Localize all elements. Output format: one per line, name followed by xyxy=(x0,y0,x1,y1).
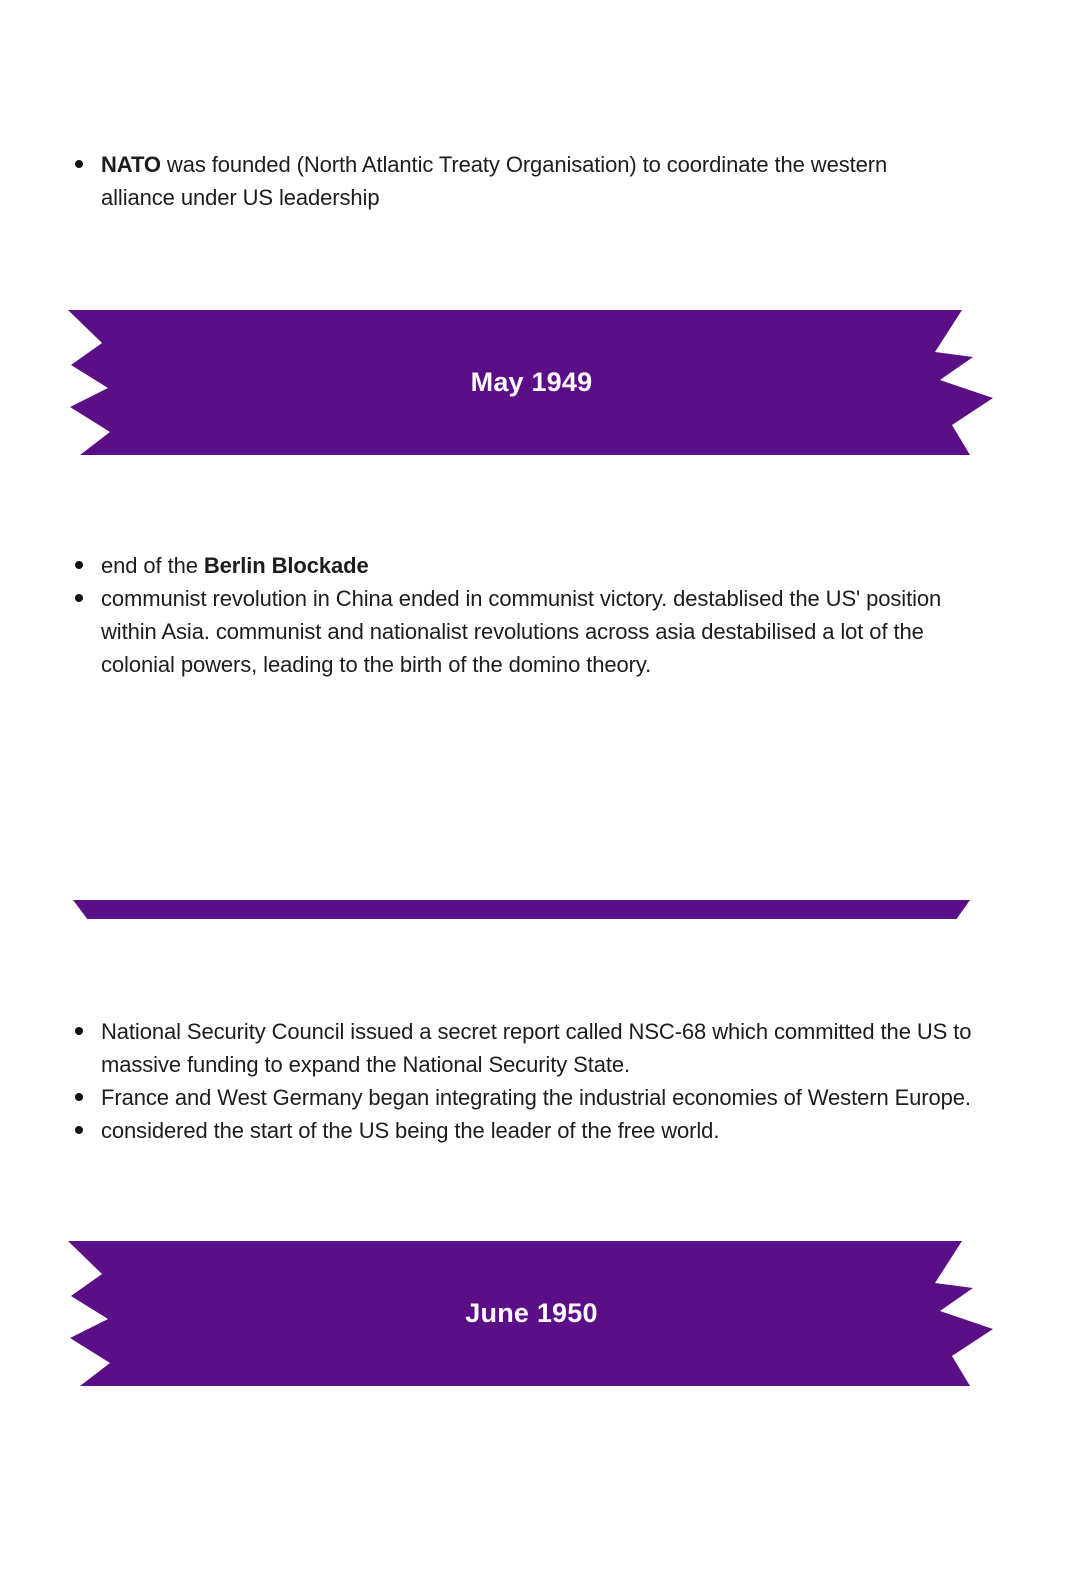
bullet-dot-icon xyxy=(75,594,83,602)
list-item-text: NATO was founded (North Atlantic Treaty Organisation) to coordinate the western alliance under US leadership xyxy=(101,152,888,210)
bold-term: Berlin Blockade xyxy=(203,553,369,578)
list-item xyxy=(74,148,946,214)
list-item-text: end of the Berlin Blockade xyxy=(101,553,369,578)
list-item xyxy=(74,582,1000,681)
ribbon-label: May 1949 xyxy=(470,367,593,397)
list-item xyxy=(74,549,1000,582)
bullet-dot-icon xyxy=(75,1093,83,1101)
ribbon-banner-may-1949 xyxy=(65,310,998,455)
ribbon-strip-partial xyxy=(73,900,970,919)
list-item xyxy=(74,1015,1006,1081)
bullet-dot-icon xyxy=(75,1126,83,1134)
list-item xyxy=(74,1114,1006,1147)
bullet-dot-icon xyxy=(75,1027,83,1035)
list-item xyxy=(74,1081,1006,1114)
list-item-text: communist revolution in China ended in communist victory. destablised the US' position within Asia. communist and nationalist revolutions across asia destabilised a lot of the colonial powers, leading to the birth of the domino theory. xyxy=(101,586,942,677)
nsc-bullet-list xyxy=(74,1015,1006,1147)
ribbon-label: June 1950 xyxy=(465,1298,598,1328)
list-item-text: considered the start of the US being the leader of the free world. xyxy=(101,1118,720,1143)
intro-bullet-list xyxy=(74,148,946,214)
may-bullet-list xyxy=(74,549,1000,681)
list-item-text: France and West Germany began integrating the industrial economies of Western Europe. xyxy=(101,1085,971,1110)
list-item-text: National Security Council issued a secret report called NSC-68 which committed the US to massive funding to expand the National Security State. xyxy=(101,1019,972,1077)
bullet-dot-icon xyxy=(75,160,83,168)
bullet-dot-icon xyxy=(75,561,83,569)
bold-term: NATO xyxy=(101,152,161,177)
ribbon-banner-june-1950 xyxy=(65,1241,998,1386)
